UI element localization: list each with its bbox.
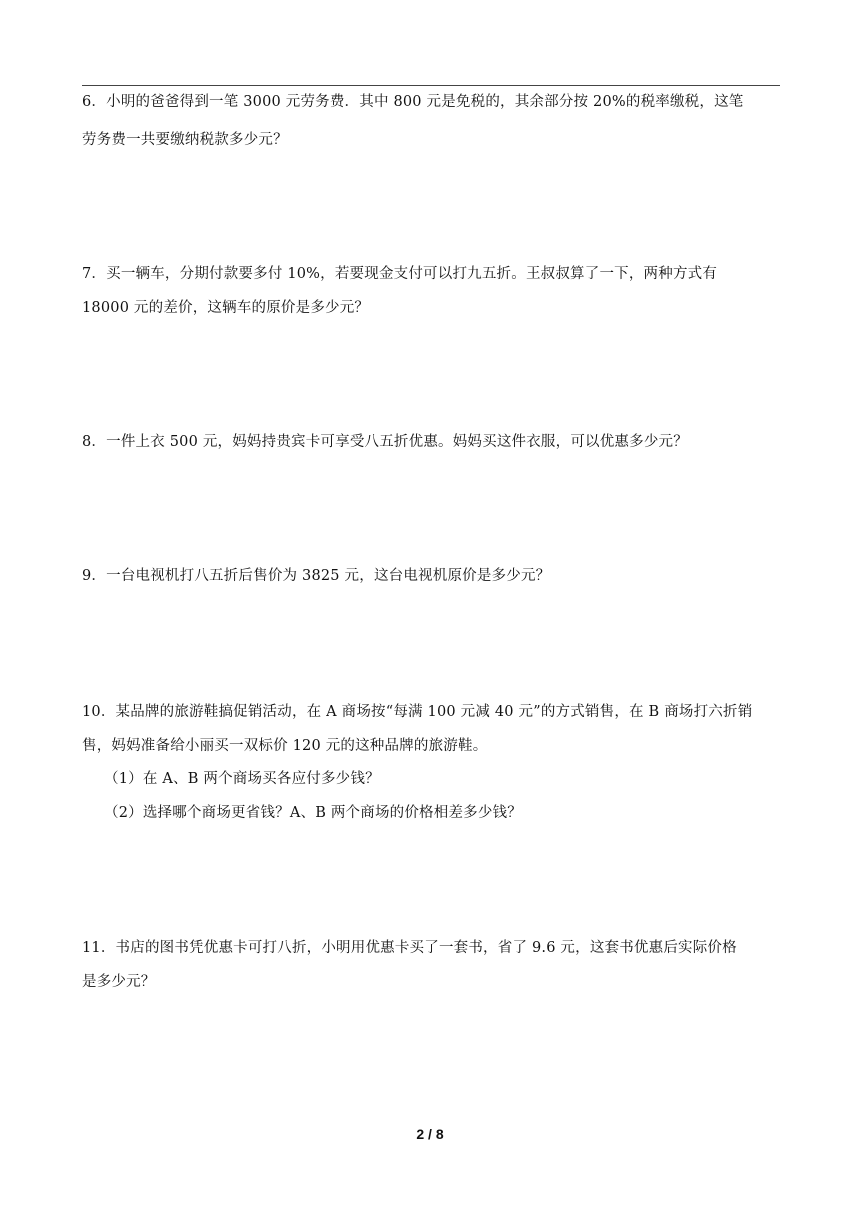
page-number: 2 / 8 [416, 1126, 444, 1142]
question-10-line-2: 售，妈妈准备给小丽买一双标价 120 元的这种品牌的旅游鞋。 [82, 738, 488, 754]
question-10-sub-1: （1）在 A、B 两个商场买各应付多少钱？ [104, 771, 380, 787]
question-7-line-2: 18000 元的差价，这辆车的原价是多少元？ [82, 300, 370, 316]
question-11-line-2: 是多少元？ [82, 974, 156, 990]
question-6-line-1: 6．小明的爸爸得到一笔 3000 元劳务费．其中 800 元是免税的，其余部分按 20%的税率缴税，这笔 [82, 94, 744, 110]
question-6-line-2: 劳务费一共要缴纳税款多少元？ [82, 132, 288, 148]
question-10-line-1: 10．某品牌的旅游鞋搞促销活动，在 A 商场按“每满 100 元减 40 元”的方式销售，在 B 商场打六折销 [82, 704, 753, 720]
question-8-line-1: 8．一件上衣 500 元，妈妈持贵宾卡可享受八五折优惠。妈妈买这件衣服，可以优惠多少元？ [82, 434, 688, 450]
question-9-line-1: 9．一台电视机打八五折后售价为 3825 元，这台电视机原价是多少元？ [82, 568, 551, 584]
header-rule [82, 85, 780, 86]
question-7-line-1: 7．买一辆车，分期付款要多付 10%，若要现金支付可以打九五折。王叔叔算了一下，两种方式有 [82, 266, 718, 282]
question-11-line-1: 11．书店的图书凭优惠卡可打八折，小明用优惠卡买了一套书，省了 9.6 元，这套书优惠后实际价格 [82, 940, 737, 956]
question-10-sub-2: （2）选择哪个商场更省钱？A、B 两个商场的价格相差多少钱？ [104, 805, 522, 821]
